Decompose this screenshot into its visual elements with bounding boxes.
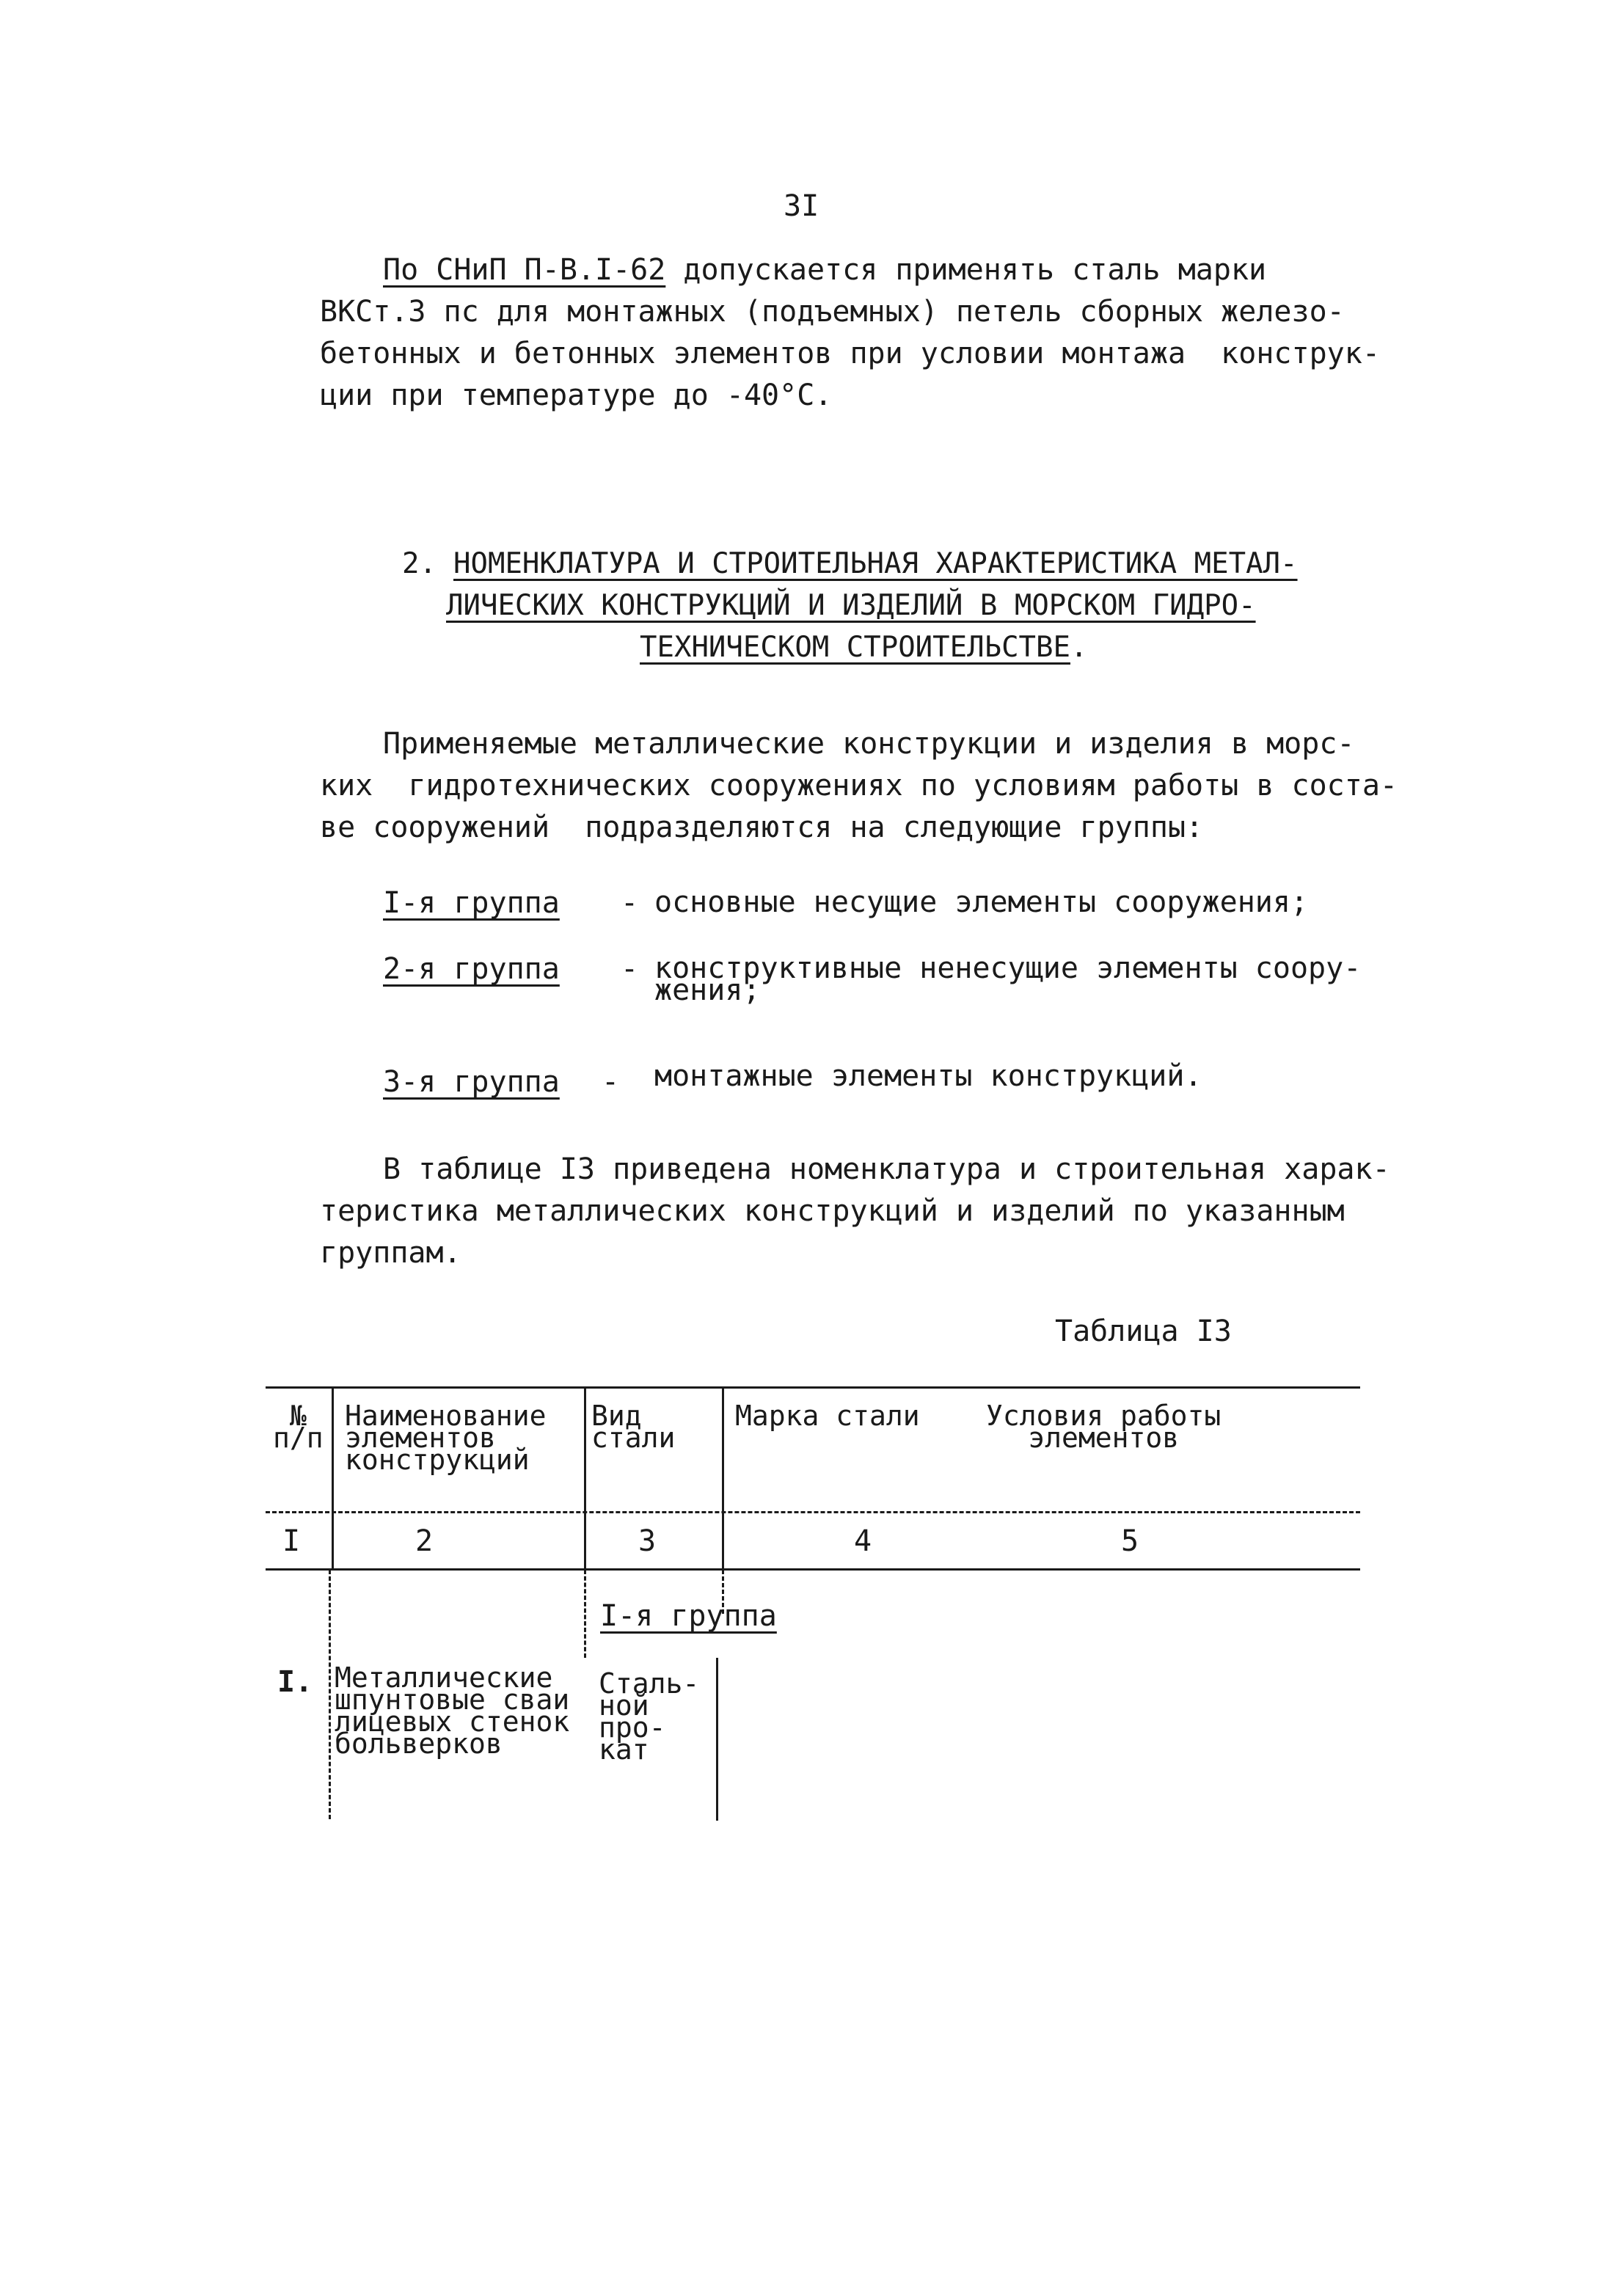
para2-line-2: ких гидротехнических сооружениях по условиям работы в соста- bbox=[320, 769, 1398, 802]
section-heading-line-3-period: . bbox=[1070, 631, 1088, 664]
group-1-label: I-я группа bbox=[383, 886, 560, 920]
para2-line-1: Применяемые металлические конструкции и изделия в морс- bbox=[383, 727, 1355, 761]
table-group-heading: I-я группа bbox=[600, 1599, 777, 1633]
col-divider-1 bbox=[332, 1386, 334, 1568]
row-1-steel-type: Сталь- ной про- кат bbox=[599, 1667, 700, 1766]
col-divider-3-body bbox=[716, 1658, 718, 1821]
section-heading-line-3 bbox=[640, 626, 1087, 668]
intro-line-2: ВКСт.3 пс для монтажных (подъемных) петель сборных железо- bbox=[320, 295, 1345, 329]
row-1-number: I. bbox=[277, 1665, 313, 1699]
col-divider-2 bbox=[584, 1386, 586, 1568]
col-number-4: 4 bbox=[854, 1524, 872, 1558]
intro-line-3: бетонных и бетонных элементов при условии монтажа конструк- bbox=[320, 337, 1380, 370]
group-3-label: 3-я группа bbox=[383, 1065, 560, 1099]
col-divider-2-body bbox=[584, 1570, 586, 1658]
group-3-text: монтажные элементы конструкций. bbox=[654, 1059, 1202, 1093]
section-number: 2. bbox=[402, 547, 437, 580]
intro-line-1 bbox=[383, 249, 1266, 291]
group-3-dash: - bbox=[602, 1065, 620, 1099]
col-divider-1-body bbox=[329, 1570, 331, 1819]
group-2-text: конструктивные ненесущие элементы соору- жения; bbox=[654, 951, 1362, 1007]
group-2-label: 2-я группа bbox=[383, 952, 560, 986]
header-conditions: Условия работы элементов bbox=[986, 1400, 1222, 1454]
group-1-dash: - bbox=[621, 886, 639, 920]
header-number: № п/п bbox=[273, 1400, 324, 1454]
section-heading-line-3-text: ТЕХНИЧЕСКОМ СТРОИТЕЛЬСТВЕ bbox=[640, 631, 1070, 664]
section-heading-line-2: ЛИЧЕСКИХ КОНСТРУКЦИЙ И ИЗДЕЛИЙ В МОРСКОМ ГИДРО- bbox=[446, 589, 1256, 622]
numbers-bottom-rule bbox=[266, 1568, 1360, 1571]
col-number-3: 3 bbox=[638, 1524, 657, 1558]
col-number-1: I bbox=[282, 1524, 301, 1558]
col-number-2: 2 bbox=[415, 1524, 434, 1558]
col-divider-3 bbox=[722, 1386, 724, 1568]
group-1-text: основные несущие элементы сооружения; bbox=[654, 885, 1309, 919]
para3-line-3: группам. bbox=[320, 1236, 461, 1270]
section-heading-line-1: НОМЕНКЛАТУРА И СТРОИТЕЛЬНАЯ ХАРАКТЕРИСТИКА МЕТАЛ- bbox=[453, 547, 1298, 580]
para2-line-3: ве сооружений подразделяются на следующие группы: bbox=[320, 811, 1204, 844]
row-1-name: Металлические шпунтовые сваи лицевых стенок больверков bbox=[335, 1661, 570, 1760]
para3-line-2: теристика металлических конструкций и изделий по указанным bbox=[320, 1194, 1345, 1228]
snip-reference: По СНиП П-В.I-62 bbox=[383, 253, 666, 287]
header-steel-grade: Марка стали bbox=[735, 1400, 920, 1432]
para3-line-1: В таблице I3 приведена номенклатура и строительная харак- bbox=[383, 1152, 1390, 1186]
page-number: 3I bbox=[784, 189, 819, 223]
header-bottom-rule bbox=[266, 1511, 1360, 1513]
header-element-name: Наименование элементов конструкций bbox=[345, 1400, 547, 1476]
col-number-5: 5 bbox=[1121, 1524, 1139, 1558]
table-title: Таблица I3 bbox=[1055, 1315, 1232, 1348]
intro-line-4: ции при температуре до -40°С. bbox=[320, 379, 833, 412]
intro-line-1-rest: допускается применять сталь марки bbox=[665, 253, 1267, 287]
table-top-rule bbox=[266, 1386, 1360, 1389]
header-steel-type: Вид стали bbox=[591, 1400, 676, 1454]
group-2-dash: - bbox=[621, 952, 639, 986]
